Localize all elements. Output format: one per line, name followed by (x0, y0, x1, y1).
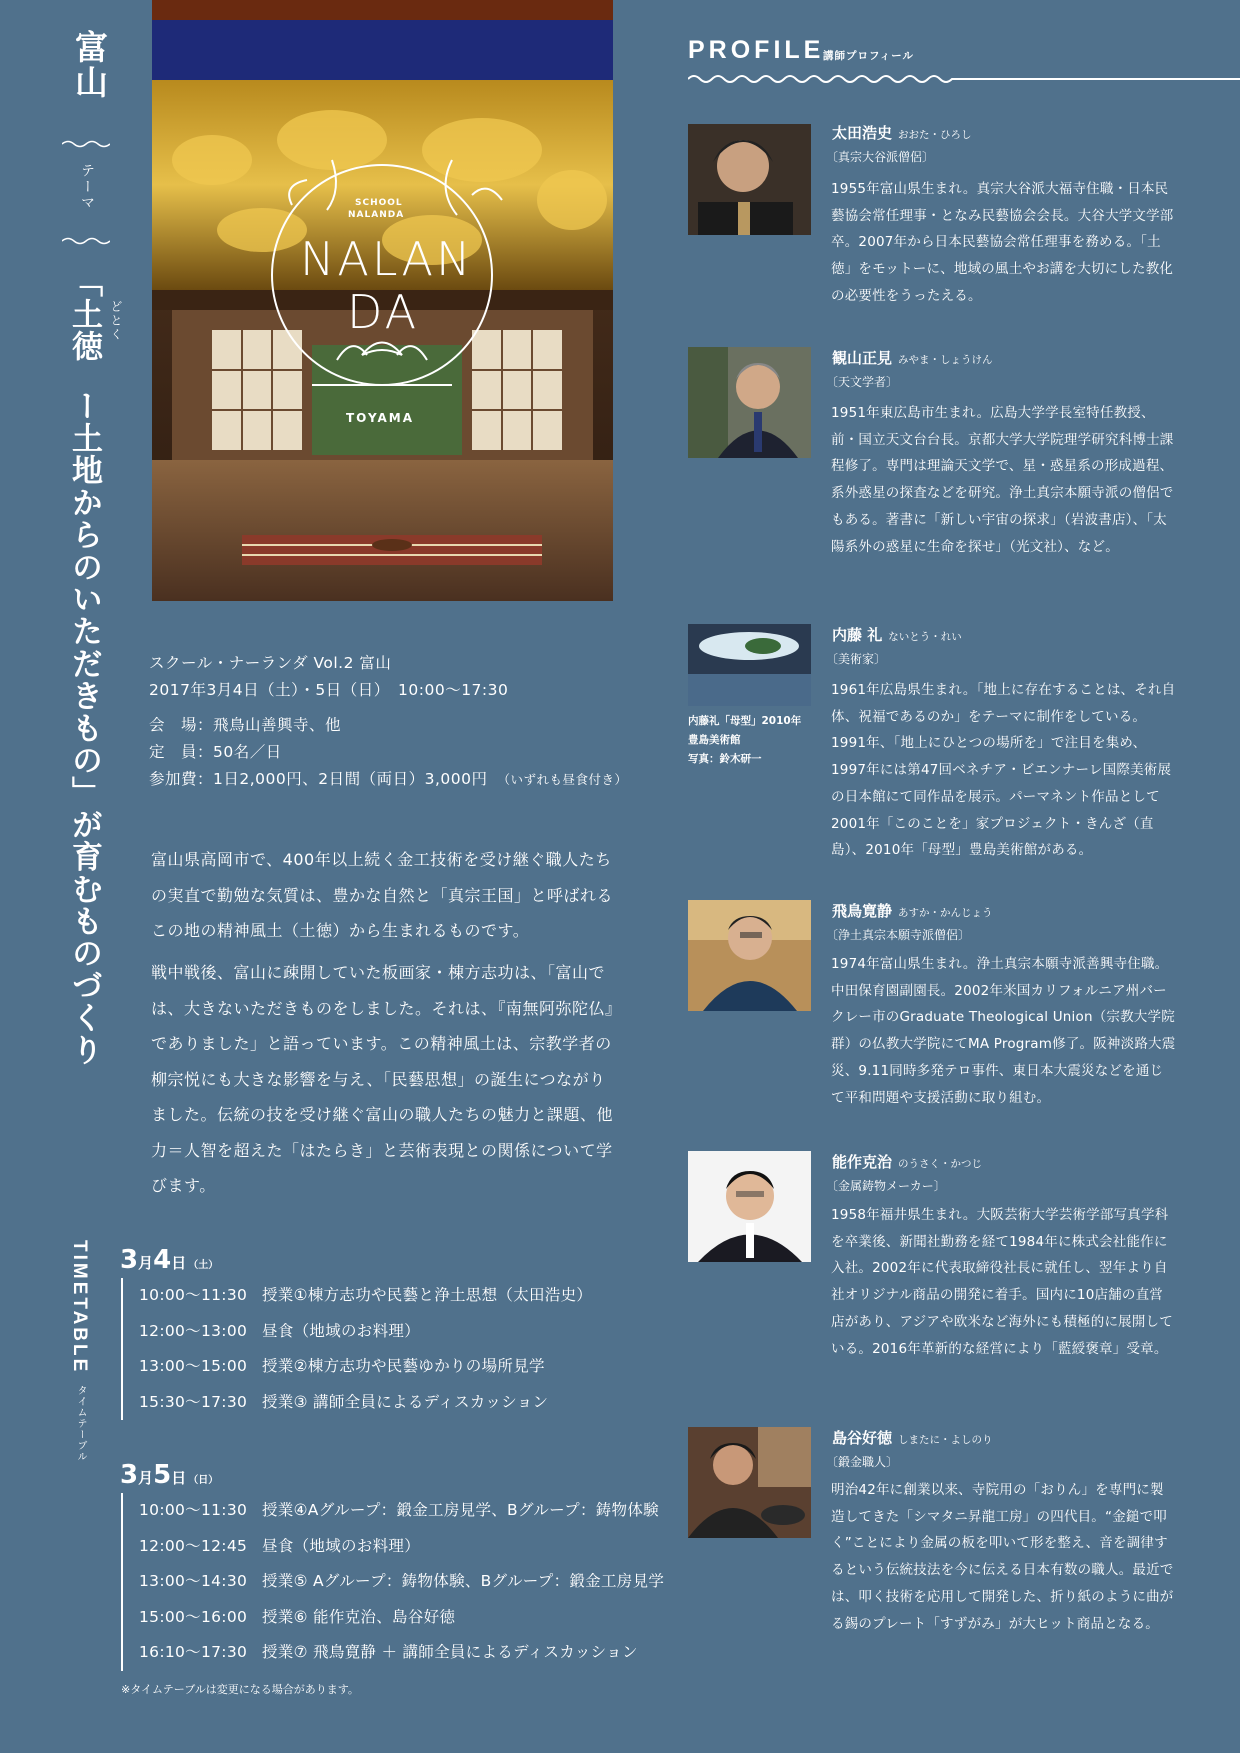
profile-bio: 1974年富山県生まれ。浄土真宗本願寺派善興寺住職。中田保育園副園長。2002年米国カリフォルニア州バークレー市のGraduate Theological Union（宗教大学院群）の仏教大学院にてMA Program修了。阪神淡路大震災、9.11同時多発テロ事件、東日本大震災などを通じて平和問題や支援活動に取り組む。 (831, 956, 1176, 1106)
logo-school-text: SCHOOL (355, 198, 403, 208)
profile-name: 観山正見 みやま・しょうけん (832, 349, 993, 367)
event-date: 2017年3月4日（土）・5日（日） 10:00〜17:30 (149, 681, 509, 699)
fee-value: 1日2,000円、2日間（両日）3,000円 (213, 770, 488, 788)
timetable-note: ※タイムテーブルは変更になる場合があります。 (121, 1683, 359, 1696)
profile-name: 島谷好徳 しまたに・よしのり (832, 1429, 993, 1447)
profile-bio: 1951年東広島市生まれ。広島大学学長室特任教授、前・国立天文台台長。京都大学大学院理学研究科博士課程修了。専門は理論天文学で、星・惑星系の形成過程、系外惑星の探査などを研究。浄土真宗本願寺派の僧侶でもある。著書に「新しい宇宙の探求」（岩波書店）、「太陽系外の惑星に生命を探せ」（光文社）、など。 (831, 405, 1174, 555)
timetable-label-kana: タイムテーブル (75, 1385, 86, 1462)
theme-label: テーマ (79, 163, 95, 211)
schedule-row: 13:00〜15:00 授業②棟方志功や民藝ゆかりの場所見学 (139, 1357, 545, 1375)
logo-word2: DA (347, 285, 420, 339)
theme-furigana: どとく (109, 300, 123, 342)
temple-interior-photo (152, 0, 613, 601)
schedule-row: 15:30〜17:30 授業③ 講師全員によるディスカッション (139, 1392, 549, 1411)
profile-role: 〔真宗大谷派僧侶〕 (826, 150, 935, 164)
fee-note: （いずれも昼食付き） (497, 772, 628, 787)
artwork-caption: 内藤礼「母型」2010年 豊島美術館 写真：鈴木研一 (688, 715, 802, 765)
wave-divider (62, 236, 110, 246)
event-title: スクール・ナーランダ Vol.2 富山 (149, 654, 392, 672)
day1-schedule (121, 1278, 592, 1420)
profile-name: 太田浩史 おおた・ひろし (832, 124, 972, 142)
logo-nalanda-small: NALANDA (348, 210, 405, 220)
profile-role: 〔美術家〕 (826, 652, 887, 666)
profile-photo (688, 900, 811, 1011)
profile-bio: 1958年福井県生まれ。大阪芸術大学芸術学部写真学科を卒業後、新聞社勤務を経て1984年に株式会社能作に入社。2002年に代表取締役社長に就任し、翌年より自社オリジナル商品の開発に着手。国内に10店舗の直営店があり、アジアや欧米など海外にも積極的に展開している。2016年革新的な経営により「藍綬褒章」受章。 (831, 1207, 1173, 1357)
profile-role: 〔鍛金職人〕 (826, 1455, 899, 1469)
venue-label: 会 場： (149, 716, 214, 734)
schedule-row: 10:00〜11:30 授業④Aグループ：鍛金工房見学、Bグループ：鋳物体験 (139, 1501, 659, 1519)
event-info (149, 650, 628, 793)
profile-subheading: 講師プロフィール (823, 50, 914, 62)
capacity-value: 50名／日 (213, 743, 282, 761)
wave-divider (62, 139, 110, 149)
profile-role: 〔天文学者〕 (826, 375, 899, 389)
timetable-label: TIMETABLE (69, 1240, 90, 1375)
schedule-row: 13:00〜14:30 授業⑤ Aグループ：鋳物体験、Bグループ：鍛金工房見学 (139, 1572, 665, 1590)
capacity-label: 定 員： (149, 743, 214, 761)
profile-role: 〔浄土真宗本願寺派僧侶〕 (826, 928, 971, 942)
venue-row (149, 712, 628, 739)
description-paragraph: 富山県高岡市で、400年以上続く金工技術を受け継ぐ職人たちの実直で勤勉な気質は、豊かな自然と「真宗王国」と呼ばれるこの地の精神風土（土徳）から生まれるものです。 (151, 850, 614, 940)
artwork-photo (688, 624, 811, 706)
fee-label: 参加費： (149, 770, 214, 788)
day1-date: 3月4日 （土） (120, 1245, 219, 1275)
profile-bio: 明治42年に創業以来、寺院用の「おりん」を専門に製造してきた「シマタニ昇龍工房」の四代目。“金鎚で叩く”ことにより金属の板を叩いて形を整え、音を調律するという伝統技法を今に伝える日本有数の職人。最近では、叩く技術を応用して開発した、折り紙のように曲がる錫のプレート「すずがみ」が大ヒット商品となる。 (831, 1482, 1174, 1632)
profile-bio: 1955年富山県生まれ。真宗大谷派大福寺住職・日本民藝協会常任理事・となみ民藝協会会長。大谷大学文学部卒。2007年から日本民藝協会常任理事を務める。「土徳」をモットーに、地域の風土やお講を大切にした教化の必要性をうったえる。 (831, 181, 1174, 304)
venue-value: 飛鳥山善興寺、他 (213, 716, 342, 734)
schedule-row: 16:10〜17:30 授業⑦ 飛鳥寛静 ＋ 講師全員によるディスカッション (139, 1643, 638, 1661)
profile-role: 〔金属鋳物メーカー〕 (826, 1179, 946, 1193)
fee-row (149, 766, 628, 793)
theme-title-part2: ー土地からのいただきもの」が育むものづくり (66, 390, 102, 1067)
profile-name: 飛鳥寛静 あすか・かんじょう (832, 902, 993, 920)
city-title: 富山 (70, 30, 109, 100)
profile-name: 内藤 礼 ないとう・れい (832, 626, 962, 644)
logo-word1: NALAN (300, 232, 474, 286)
schedule-row: 10:00〜11:30 授業①棟方志功や民藝と浄土思想（太田浩史） (139, 1286, 593, 1304)
logo-city: TOYAMA (346, 411, 415, 425)
schedule-row: 12:00〜12:45 昼食（地域のお料理） (139, 1536, 421, 1555)
day2-schedule (121, 1493, 664, 1671)
schedule-row: 12:00〜13:00 昼食（地域のお料理） (139, 1321, 421, 1340)
profile-photo (688, 347, 811, 458)
profile-wave-line (688, 72, 1240, 86)
profile-photo (688, 1427, 811, 1538)
schedule-row: 15:00〜16:00 授業⑥ 能作克治、島谷好徳 (139, 1607, 456, 1626)
profile-bio: 1961年広島県生まれ。「地上に存在することは、それ自体、祝福であるのか」をテーマに制作をしている。1991年、「地上にひとつの場所を」で注目を集め、1997年には第47回ベネチア・ビエンナーレ国際美術展の日本館にて同作品を展示。パーマネント作品として2001年「このことを」家プロジェクト・きんざ（直島）、2010年「母型」豊島美術館がある。 (831, 682, 1176, 859)
profile-heading: PROFILE (688, 36, 825, 64)
profile-photo (688, 1151, 811, 1262)
description-paragraph: 戦中戦後、富山に疎開していた板画家・棟方志功は、「富山では、大きないただきものをしました。それは、『南無阿弥陀仏』でありました」と語っています。この精神風土は、宗教学者の柳宗悦にも大きな影響を与え、「民藝思想」の誕生につながりました。伝統の技を受け継ぐ富山の職人たちの魅力と課題、他力＝人智を超えた「はたらき」と芸術表現との関係について学びます。 (151, 963, 614, 1195)
day2-date: 3月5日 （日） (120, 1460, 219, 1490)
profile-photo (688, 124, 811, 235)
capacity-row (149, 739, 628, 766)
profile-name: 能作克治 のうさく・かつじ (832, 1153, 983, 1171)
theme-title-part1: 「土徳 (66, 266, 102, 362)
